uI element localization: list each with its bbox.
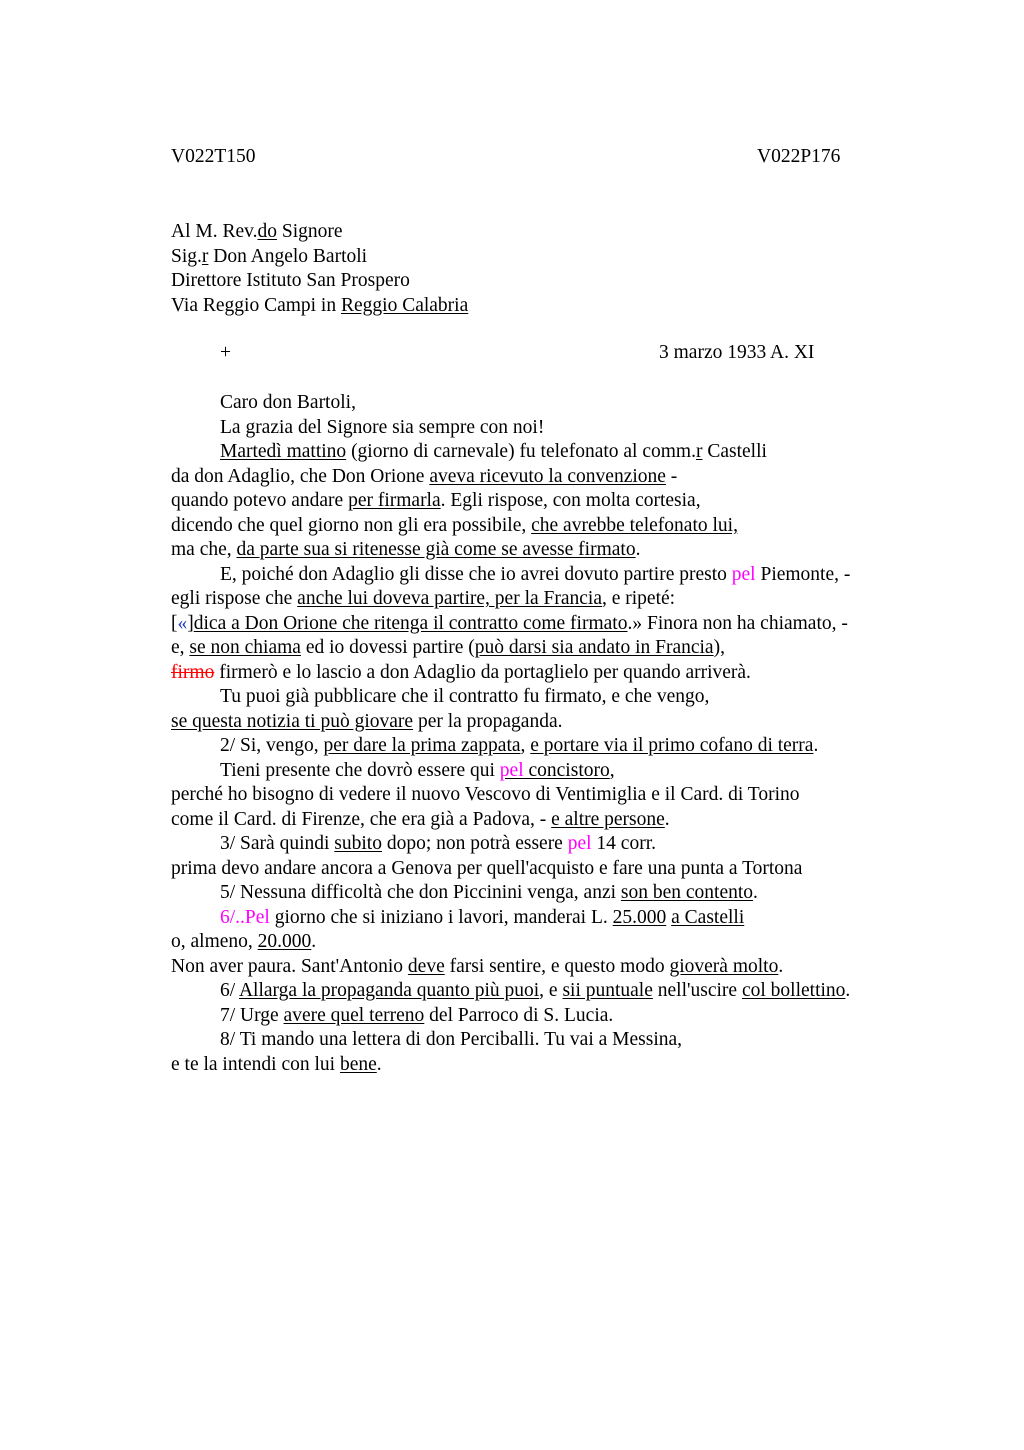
document-code-right: V022P176	[757, 146, 841, 167]
cross-symbol: +	[220, 342, 231, 363]
text-line: prima devo andare ancora a Genova per quell'acquisto e fare una punta a Tortona	[171, 857, 803, 879]
text-line: Tu puoi già pubblicare che il contratto fu firmato, e che vengo,	[220, 686, 710, 707]
text-line: 3/ Sarà quindi subito dopo; non potrà essere pel 14 corr.	[220, 833, 656, 854]
text-line: se questa notizia ti può giovare per la propaganda.	[171, 710, 563, 732]
salutation: Caro don Bartoli,	[220, 392, 356, 413]
text-line: 8/ Ti mando una lettera di don Perciballi. Tu vai a Messina,	[220, 1029, 683, 1050]
text-line: ma che, da parte sua si ritenesse già come se avesse firmato.	[171, 539, 641, 560]
document-code-left: V022T150	[171, 146, 256, 167]
address-line: Al M. Rev.do Signore	[171, 221, 343, 242]
text-line: dicendo che quel giorno non gli era possibile, che avrebbe telefonato lui,	[171, 514, 738, 536]
text-line: 6/ Allarga la propaganda quanto più puoi, e sii puntuale nell'uscire col bollettino.	[220, 980, 851, 1001]
text-line: come il Card. di Firenze, che era già a Padova, - e altre persone.	[171, 808, 670, 830]
text-line: 7/ Urge avere quel terreno del Parroco di S. Lucia.	[220, 1004, 614, 1026]
text-line: 5/ Nessuna difficoltà che don Piccinini venga, anzi son ben contento.	[220, 882, 758, 903]
text-line: La grazia del Signore sia sempre con noi!	[220, 416, 545, 438]
text-line: 2/ Si, vengo, per dare la prima zappata, e portare via il primo cofano di terra.	[220, 735, 819, 756]
text-line: e, se non chiama ed io dovessi partire (può darsi sia andato in Francia),	[171, 637, 725, 658]
text-line: quando potevo andare per firmarla. Egli rispose, con molta cortesia,	[171, 490, 701, 511]
letter-body	[171, 391, 911, 1077]
letter-date: 3 marzo 1933 A. XI	[659, 342, 815, 363]
text-line: Non aver paura. Sant'Antonio deve farsi sentire, e questo modo gioverà molto.	[171, 955, 784, 977]
text-line: [«]dica a Don Orione che ritenga il contratto come firmato.» Finora non ha chiamato, -	[171, 612, 848, 634]
text-line: o, almeno, 20.000.	[171, 931, 317, 952]
text-line: Martedì mattino (giorno di carnevale) fu telefonato al comm.r Castelli	[220, 441, 767, 462]
deleted-word: firmo	[171, 661, 215, 683]
text-line: da don Adaglio, che Don Orione aveva ricevuto la convenzione -	[171, 465, 678, 487]
address-line: Via Reggio Campi in Reggio Calabria	[171, 294, 469, 316]
text-line: egli rispose che anche lui doveva partire, per la Francia, e ripeté:	[171, 588, 676, 609]
address-line: Sig.r Don Angelo Bartoli	[171, 245, 368, 267]
text-line: e te la intendi con lui bene.	[171, 1053, 382, 1075]
text-line: Tieni presente che dovrò essere qui pel concistoro,	[220, 759, 615, 781]
recipient-address	[171, 220, 468, 318]
address-line: Direttore Istituto San Prospero	[171, 270, 410, 291]
text-line: firmo firmerò e lo lascio a don Adaglio da portaglielo per quando arriverà.	[171, 661, 751, 683]
text-line: perché ho bisogno di vedere il nuovo Vescovo di Ventimiglia e il Card. di Torino	[171, 784, 800, 805]
text-line: E, poiché don Adaglio gli disse che io avrei dovuto partire presto pel Piemonte, -	[220, 563, 851, 585]
text-line: 6/..Pel giorno che si iniziano i lavori, manderai L. 25.000 a Castelli	[220, 906, 745, 928]
